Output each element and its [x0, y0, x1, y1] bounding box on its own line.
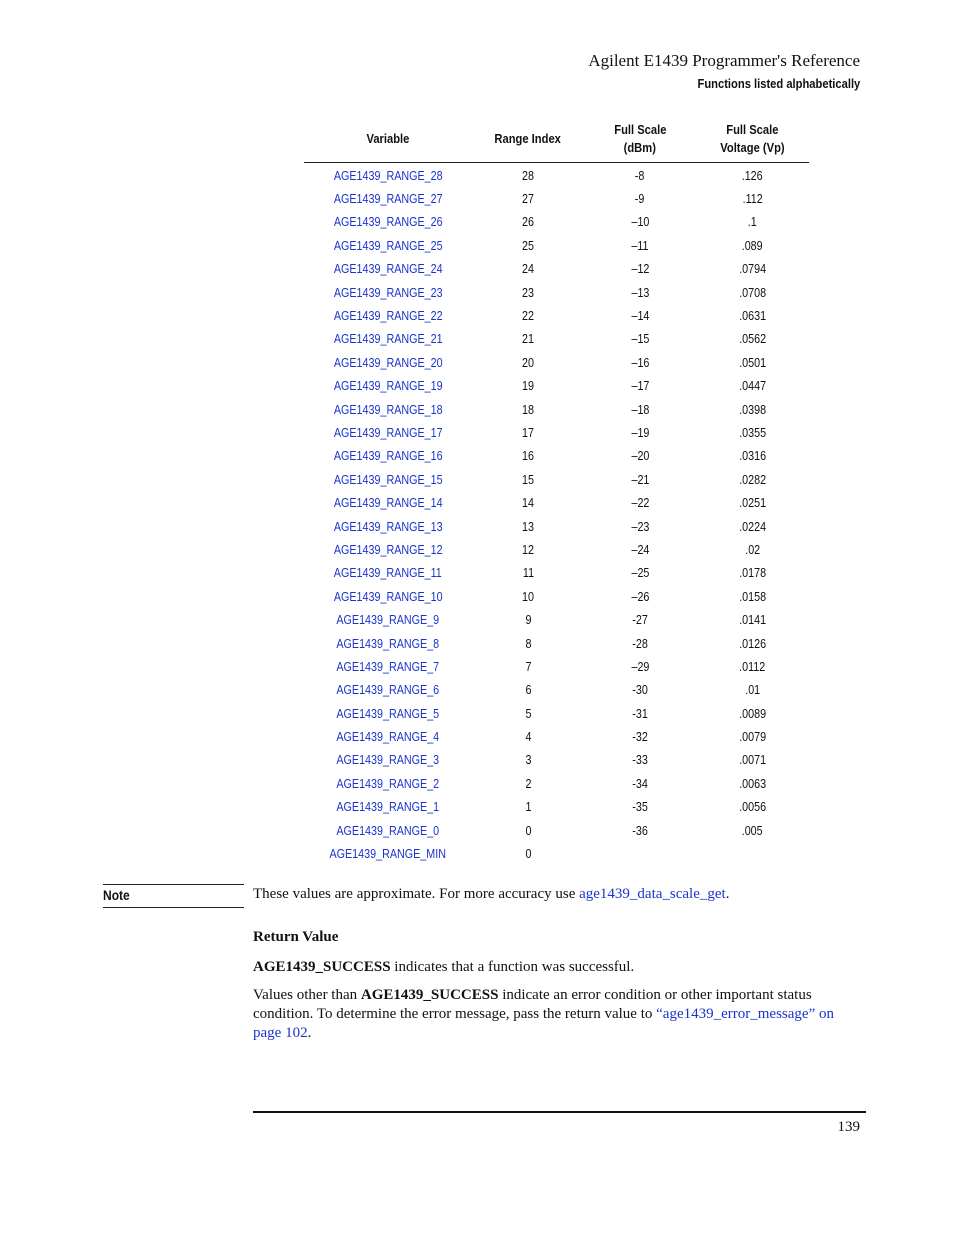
- range-index-cell: 0: [525, 847, 531, 862]
- page-number: 139: [837, 1119, 860, 1135]
- full-scale-dbm-cell: -33: [632, 753, 648, 768]
- variable-cell[interactable]: AGE1439_RANGE_12: [333, 542, 443, 557]
- full-scale-dbm-cell: –16: [631, 355, 649, 370]
- full-scale-voltage-cell: .0063: [739, 776, 766, 791]
- return-value-paragraph-2: Values other than AGE1439_SUCCESS indicate an error condition or other important status condition. To determine the error message, pass the return value to “age1439_error_message” on page 102.: [253, 987, 834, 1041]
- column-header-range-index: Range Index: [494, 131, 562, 146]
- full-scale-voltage-cell: .0447: [739, 379, 766, 394]
- full-scale-voltage-cell: .0056: [739, 800, 766, 815]
- table-row: [304, 281, 809, 304]
- range-index-cell: 1: [525, 800, 531, 815]
- table-row: [304, 725, 809, 748]
- table-row: [304, 702, 809, 725]
- range-index-cell: 21: [522, 332, 534, 347]
- full-scale-dbm-cell: –10: [631, 215, 649, 230]
- range-index-cell: 13: [522, 519, 534, 534]
- full-scale-dbm-cell: -35: [632, 800, 648, 815]
- variable-cell[interactable]: AGE1439_RANGE_18: [333, 402, 443, 417]
- variable-cell[interactable]: AGE1439_RANGE_5: [336, 706, 440, 721]
- full-scale-voltage-cell: .0282: [739, 472, 766, 487]
- full-scale-dbm-cell: –21: [631, 472, 649, 487]
- full-scale-voltage-cell: .0089: [739, 706, 766, 721]
- full-scale-dbm-cell: –15: [631, 332, 649, 347]
- return-value-paragraph-1: AGE1439_SUCCESS indicates that a function was successful.: [253, 959, 635, 975]
- variable-cell[interactable]: AGE1439_RANGE_2: [336, 776, 440, 791]
- variable-cell[interactable]: AGE1439_RANGE_7: [336, 659, 440, 674]
- full-scale-dbm-cell: –23: [631, 519, 649, 534]
- full-scale-voltage-cell: .01: [745, 683, 760, 698]
- range-index-cell: 5: [525, 706, 531, 721]
- full-scale-dbm-cell: –22: [631, 496, 649, 511]
- full-scale-dbm-cell: –20: [631, 449, 649, 464]
- variable-cell[interactable]: AGE1439_RANGE_9: [336, 613, 440, 628]
- table-row: [304, 258, 809, 281]
- table-row: [304, 679, 809, 702]
- range-index-cell: 18: [522, 402, 534, 417]
- column-header-full-scale-voltage: Full Scale Voltage (Vp): [720, 122, 785, 155]
- full-scale-voltage-cell: .0562: [739, 332, 766, 347]
- variable-cell[interactable]: AGE1439_RANGE_26: [333, 215, 443, 230]
- variable-cell[interactable]: AGE1439_RANGE_0: [336, 823, 440, 838]
- table-row: [304, 211, 809, 234]
- range-index-cell: 2: [525, 776, 531, 791]
- range-index-cell: 14: [522, 496, 534, 511]
- table-row: [304, 398, 809, 421]
- full-scale-dbm-cell: [584, 842, 696, 865]
- full-scale-dbm-cell: -9: [635, 192, 645, 207]
- full-scale-dbm-cell: –25: [631, 566, 649, 581]
- full-scale-dbm-cell: –14: [631, 309, 649, 324]
- full-scale-voltage-cell: .0178: [739, 566, 766, 581]
- full-scale-voltage-cell: .112: [742, 192, 763, 207]
- variable-cell[interactable]: AGE1439_RANGE_13: [333, 519, 443, 534]
- full-scale-dbm-cell: -27: [632, 613, 648, 628]
- full-scale-voltage-cell: .005: [742, 823, 763, 838]
- column-header-variable: Variable: [366, 131, 410, 146]
- range-index-cell: 7: [525, 659, 531, 674]
- variable-cell[interactable]: AGE1439_RANGE_21: [333, 332, 443, 347]
- full-scale-dbm-cell: –17: [631, 379, 649, 394]
- range-index-cell: 4: [525, 730, 531, 745]
- range-index-cell: 8: [525, 636, 531, 651]
- variable-cell[interactable]: AGE1439_RANGE_25: [333, 238, 443, 253]
- table-row: [304, 842, 809, 865]
- variable-cell[interactable]: AGE1439_RANGE_3: [336, 753, 440, 768]
- full-scale-dbm-cell: –29: [631, 659, 649, 674]
- table-row: [304, 421, 809, 444]
- table-row: [304, 796, 809, 819]
- full-scale-dbm-cell: -8: [635, 168, 645, 183]
- full-scale-voltage-cell: .0631: [739, 309, 766, 324]
- full-scale-dbm-cell: –11: [631, 238, 649, 253]
- full-scale-voltage-cell: .0316: [739, 449, 766, 464]
- full-scale-dbm-cell: -34: [632, 776, 648, 791]
- full-scale-voltage-cell: .0079: [739, 730, 766, 745]
- full-scale-voltage-cell: .126: [742, 168, 763, 183]
- variable-cell[interactable]: AGE1439_RANGE_22: [333, 309, 443, 324]
- table-row: [304, 655, 809, 678]
- table-row: [304, 375, 809, 398]
- variable-cell[interactable]: AGE1439_RANGE_16: [333, 449, 443, 464]
- full-scale-dbm-cell: -30: [632, 683, 648, 698]
- error-message-link[interactable]: “age1439_error_message” on page 102: [253, 1006, 834, 1041]
- range-index-cell: 9: [525, 613, 531, 628]
- range-index-cell: 10: [522, 589, 534, 604]
- variable-cell[interactable]: AGE1439_RANGE_14: [333, 496, 443, 511]
- range-index-cell: 16: [522, 449, 534, 464]
- range-index-cell: 12: [522, 542, 534, 557]
- table-row: [304, 468, 809, 491]
- range-index-cell: 3: [525, 753, 531, 768]
- full-scale-dbm-cell: -32: [632, 730, 648, 745]
- range-table: [304, 116, 809, 866]
- full-scale-voltage-cell: .0071: [739, 753, 766, 768]
- column-header-full-scale-dbm: Full Scale (dBm): [613, 122, 667, 155]
- range-index-cell: 25: [522, 238, 534, 253]
- table-row: [304, 538, 809, 561]
- note-label: Note: [103, 884, 244, 908]
- note-text: These values are approximate. For more accuracy use age1439_data_scale_get.: [253, 886, 730, 902]
- table-row: [304, 585, 809, 608]
- variable-cell[interactable]: AGE1439_RANGE_8: [336, 636, 440, 651]
- full-scale-voltage-cell: .0112: [739, 659, 766, 674]
- table-row: [304, 187, 809, 210]
- full-scale-dbm-cell: –18: [631, 402, 649, 417]
- data-scale-get-link[interactable]: age1439_data_scale_get: [579, 886, 726, 902]
- variable-cell[interactable]: AGE1439_RANGE_19: [333, 379, 443, 394]
- running-header-section: Functions listed alphabetically: [697, 76, 860, 91]
- table-row: [304, 632, 809, 655]
- table-row: [304, 772, 809, 795]
- full-scale-voltage-cell: .02: [745, 542, 760, 557]
- table-row: [304, 562, 809, 585]
- full-scale-dbm-cell: -28: [632, 636, 648, 651]
- full-scale-voltage-cell: .0794: [739, 262, 766, 277]
- full-scale-voltage-cell: [696, 842, 809, 865]
- table-row: [304, 234, 809, 257]
- full-scale-voltage-cell: .0224: [739, 519, 766, 534]
- range-index-cell: 19: [522, 379, 534, 394]
- full-scale-voltage-cell: .0398: [739, 402, 766, 417]
- table-row: [304, 445, 809, 468]
- range-index-cell: 27: [522, 192, 534, 207]
- full-scale-voltage-cell: .0251: [739, 496, 766, 511]
- table-row: [304, 819, 809, 842]
- table-row: [304, 608, 809, 631]
- variable-cell[interactable]: AGE1439_RANGE_6: [336, 683, 440, 698]
- table-row: [304, 164, 809, 187]
- return-value-heading: Return Value: [253, 929, 339, 945]
- full-scale-voltage-cell: .0141: [739, 613, 766, 628]
- range-index-cell: 20: [522, 355, 534, 370]
- variable-cell[interactable]: AGE1439_RANGE_15: [333, 472, 443, 487]
- table-header: [304, 116, 809, 163]
- variable-cell[interactable]: AGE1439_RANGE_20: [333, 355, 443, 370]
- range-index-cell: 6: [525, 683, 531, 698]
- range-index-cell: 22: [522, 309, 534, 324]
- full-scale-dbm-cell: -31: [632, 706, 648, 721]
- variable-cell[interactable]: AGE1439_RANGE_23: [333, 285, 443, 300]
- table-row: [304, 491, 809, 514]
- range-index-cell: 24: [522, 262, 534, 277]
- full-scale-dbm-cell: –13: [631, 285, 649, 300]
- variable-cell[interactable]: AGE1439_RANGE_17: [333, 425, 443, 440]
- range-index-cell: 26: [522, 215, 534, 230]
- full-scale-voltage-cell: .089: [742, 238, 763, 253]
- range-index-cell: 23: [522, 285, 534, 300]
- full-scale-voltage-cell: .0126: [739, 636, 766, 651]
- variable-cell[interactable]: AGE1439_RANGE_4: [336, 730, 440, 745]
- full-scale-dbm-cell: –12: [631, 262, 649, 277]
- full-scale-dbm-cell: –26: [631, 589, 649, 604]
- variable-cell[interactable]: AGE1439_RANGE_MIN: [329, 847, 447, 862]
- range-index-cell: 11: [522, 566, 534, 581]
- table-row: [304, 515, 809, 538]
- full-scale-dbm-cell: –24: [631, 542, 649, 557]
- range-index-cell: 15: [522, 472, 534, 487]
- full-scale-voltage-cell: .1: [748, 215, 757, 230]
- range-index-cell: 0: [525, 823, 531, 838]
- full-scale-voltage-cell: .0501: [739, 355, 766, 370]
- variable-cell[interactable]: AGE1439_RANGE_24: [333, 262, 443, 277]
- range-index-cell: 28: [522, 168, 534, 183]
- range-index-cell: 17: [522, 425, 534, 440]
- variable-cell[interactable]: AGE1439_RANGE_28: [333, 168, 443, 183]
- full-scale-dbm-cell: -36: [632, 823, 648, 838]
- full-scale-voltage-cell: .0158: [739, 589, 766, 604]
- full-scale-dbm-cell: –19: [631, 425, 649, 440]
- variable-cell[interactable]: AGE1439_RANGE_1: [336, 800, 440, 815]
- variable-cell[interactable]: AGE1439_RANGE_10: [333, 589, 443, 604]
- footer-rule: [253, 1111, 866, 1113]
- table-row: [304, 328, 809, 351]
- table-body: [304, 163, 809, 866]
- table-row: [304, 749, 809, 772]
- full-scale-voltage-cell: .0708: [739, 285, 766, 300]
- running-header-title: Agilent E1439 Programmer's Reference: [588, 51, 860, 70]
- variable-cell[interactable]: AGE1439_RANGE_27: [333, 192, 443, 207]
- full-scale-voltage-cell: .0355: [739, 425, 766, 440]
- table-row: [304, 351, 809, 374]
- table-row: [304, 304, 809, 327]
- variable-cell[interactable]: AGE1439_RANGE_11: [334, 566, 442, 581]
